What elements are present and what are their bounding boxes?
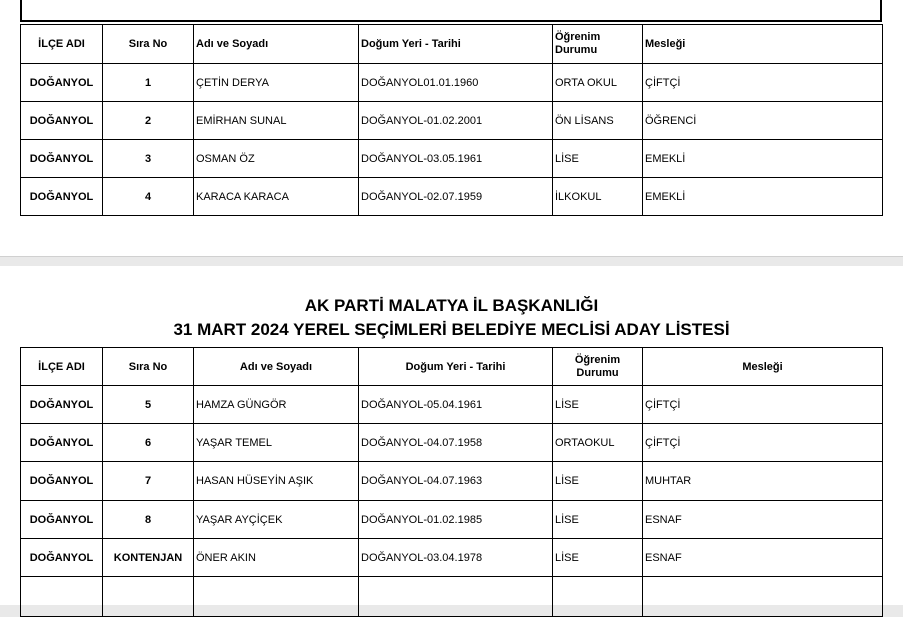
empty-cell (553, 577, 643, 617)
cell-occupation: EMEKLİ (643, 140, 883, 178)
header-full-name: Adı ve Soyadı (194, 25, 359, 64)
cell-education: LİSE (553, 140, 643, 178)
cell-full-name: HASAN HÜSEYİN AŞIK (194, 462, 359, 501)
cell-education: İLKOKUL (553, 178, 643, 216)
empty-cell (103, 577, 194, 617)
cell-birth: DOĞANYOL-02.07.1959 (359, 178, 553, 216)
cell-birth: DOĞANYOL-04.07.1958 (359, 424, 553, 462)
cell-birth: DOĞANYOL-05.04.1961 (359, 386, 553, 424)
cell-district: DOĞANYOL (21, 102, 103, 140)
cell-district: DOĞANYOL (21, 462, 103, 501)
cell-education: ORTA OKUL (553, 64, 643, 102)
table-header-row (21, 25, 883, 64)
cell-occupation: EMEKLİ (643, 178, 883, 216)
cell-full-name: ÇETİN DERYA (194, 64, 359, 102)
table-row (21, 501, 883, 539)
cell-birth: DOĞANYOL-03.04.1978 (359, 539, 553, 577)
cell-birth: DOĞANYOL-04.07.1963 (359, 462, 553, 501)
cell-full-name: ÖNER AKIN (194, 539, 359, 577)
cell-occupation: ESNAF (643, 539, 883, 577)
cell-occupation: ÇİFTÇİ (643, 386, 883, 424)
cell-order-no: 5 (103, 386, 194, 424)
header-birth-place-date: Doğum Yeri - Tarihi (359, 348, 553, 386)
table-row (21, 102, 883, 140)
header-education: Öğrenim Durumu (553, 25, 643, 64)
cell-occupation: ÇİFTÇİ (643, 64, 883, 102)
cell-order-no: 1 (103, 64, 194, 102)
cell-full-name: YAŞAR AYÇİÇEK (194, 501, 359, 539)
table-row (21, 424, 883, 462)
header-district: İLÇE ADI (21, 348, 103, 386)
cell-education: ORTAOKUL (553, 424, 643, 462)
cell-full-name: HAMZA GÜNGÖR (194, 386, 359, 424)
cell-education: LİSE (553, 386, 643, 424)
header-district: İLÇE ADI (21, 25, 103, 64)
cell-order-no: 2 (103, 102, 194, 140)
table-row (21, 539, 883, 577)
table-row (21, 178, 883, 216)
cell-education: LİSE (553, 539, 643, 577)
cell-full-name: KARACA KARACA (194, 178, 359, 216)
cell-district: DOĞANYOL (21, 424, 103, 462)
document-title-line-1: AK PARTİ MALATYA İL BAŞKANLIĞI (304, 296, 599, 315)
header-full-name: Adı ve Soyadı (194, 348, 359, 386)
table-row (21, 386, 883, 424)
cell-full-name: YAŞAR TEMEL (194, 424, 359, 462)
table-row (21, 140, 883, 178)
cell-district: DOĞANYOL (21, 64, 103, 102)
header-occupation: Mesleği (643, 25, 883, 64)
candidate-table-1 (20, 24, 883, 216)
header-birth-place-date: Doğum Yeri - Tarihi (359, 25, 553, 64)
header-occupation: Mesleği (643, 348, 883, 386)
cell-education: ÖN LİSANS (553, 102, 643, 140)
cell-occupation: MUHTAR (643, 462, 883, 501)
empty-cell (194, 577, 359, 617)
document-title-line-2: 31 MART 2024 YEREL SEÇİMLERİ BELEDİYE MECLİSİ ADAY LİSTESİ (173, 320, 730, 339)
cell-occupation: ÖĞRENCİ (643, 102, 883, 140)
cell-birth: DOĞANYOL-03.05.1961 (359, 140, 553, 178)
cell-birth: DOĞANYOL-01.02.1985 (359, 501, 553, 539)
empty-cell (359, 577, 553, 617)
cell-full-name: OSMAN ÖZ (194, 140, 359, 178)
document-page-2 (0, 266, 903, 605)
table-row (21, 462, 883, 501)
empty-cell (21, 577, 103, 617)
cell-occupation: ÇİFTÇİ (643, 424, 883, 462)
cell-occupation: ESNAF (643, 501, 883, 539)
cell-birth: DOĞANYOL01.01.1960 (359, 64, 553, 102)
table-header-row (21, 348, 883, 386)
header-order-no: Sıra No (103, 348, 194, 386)
empty-cell (643, 577, 883, 617)
cell-order-no: 8 (103, 501, 194, 539)
header-order-no: Sıra No (103, 25, 194, 64)
cell-order-no: 7 (103, 462, 194, 501)
cell-district: DOĞANYOL (21, 501, 103, 539)
cell-district: DOĞANYOL (21, 178, 103, 216)
cell-order-no: 6 (103, 424, 194, 462)
cell-district: DOĞANYOL (21, 140, 103, 178)
cell-full-name: EMİRHAN SUNAL (194, 102, 359, 140)
table-row-empty (21, 577, 883, 617)
cell-education: LİSE (553, 462, 643, 501)
cell-order-no: 4 (103, 178, 194, 216)
candidate-table-2 (20, 347, 883, 617)
cell-order-no: KONTENJAN (103, 539, 194, 577)
cell-district: DOĞANYOL (21, 386, 103, 424)
document-page-1 (0, 0, 903, 257)
cell-district: DOĞANYOL (21, 539, 103, 577)
header-education: Öğrenim Durumu (553, 348, 643, 386)
table-row (21, 64, 883, 102)
cell-birth: DOĞANYOL-01.02.2001 (359, 102, 553, 140)
cell-education: LİSE (553, 501, 643, 539)
previous-table-frame (20, 0, 882, 22)
cell-order-no: 3 (103, 140, 194, 178)
